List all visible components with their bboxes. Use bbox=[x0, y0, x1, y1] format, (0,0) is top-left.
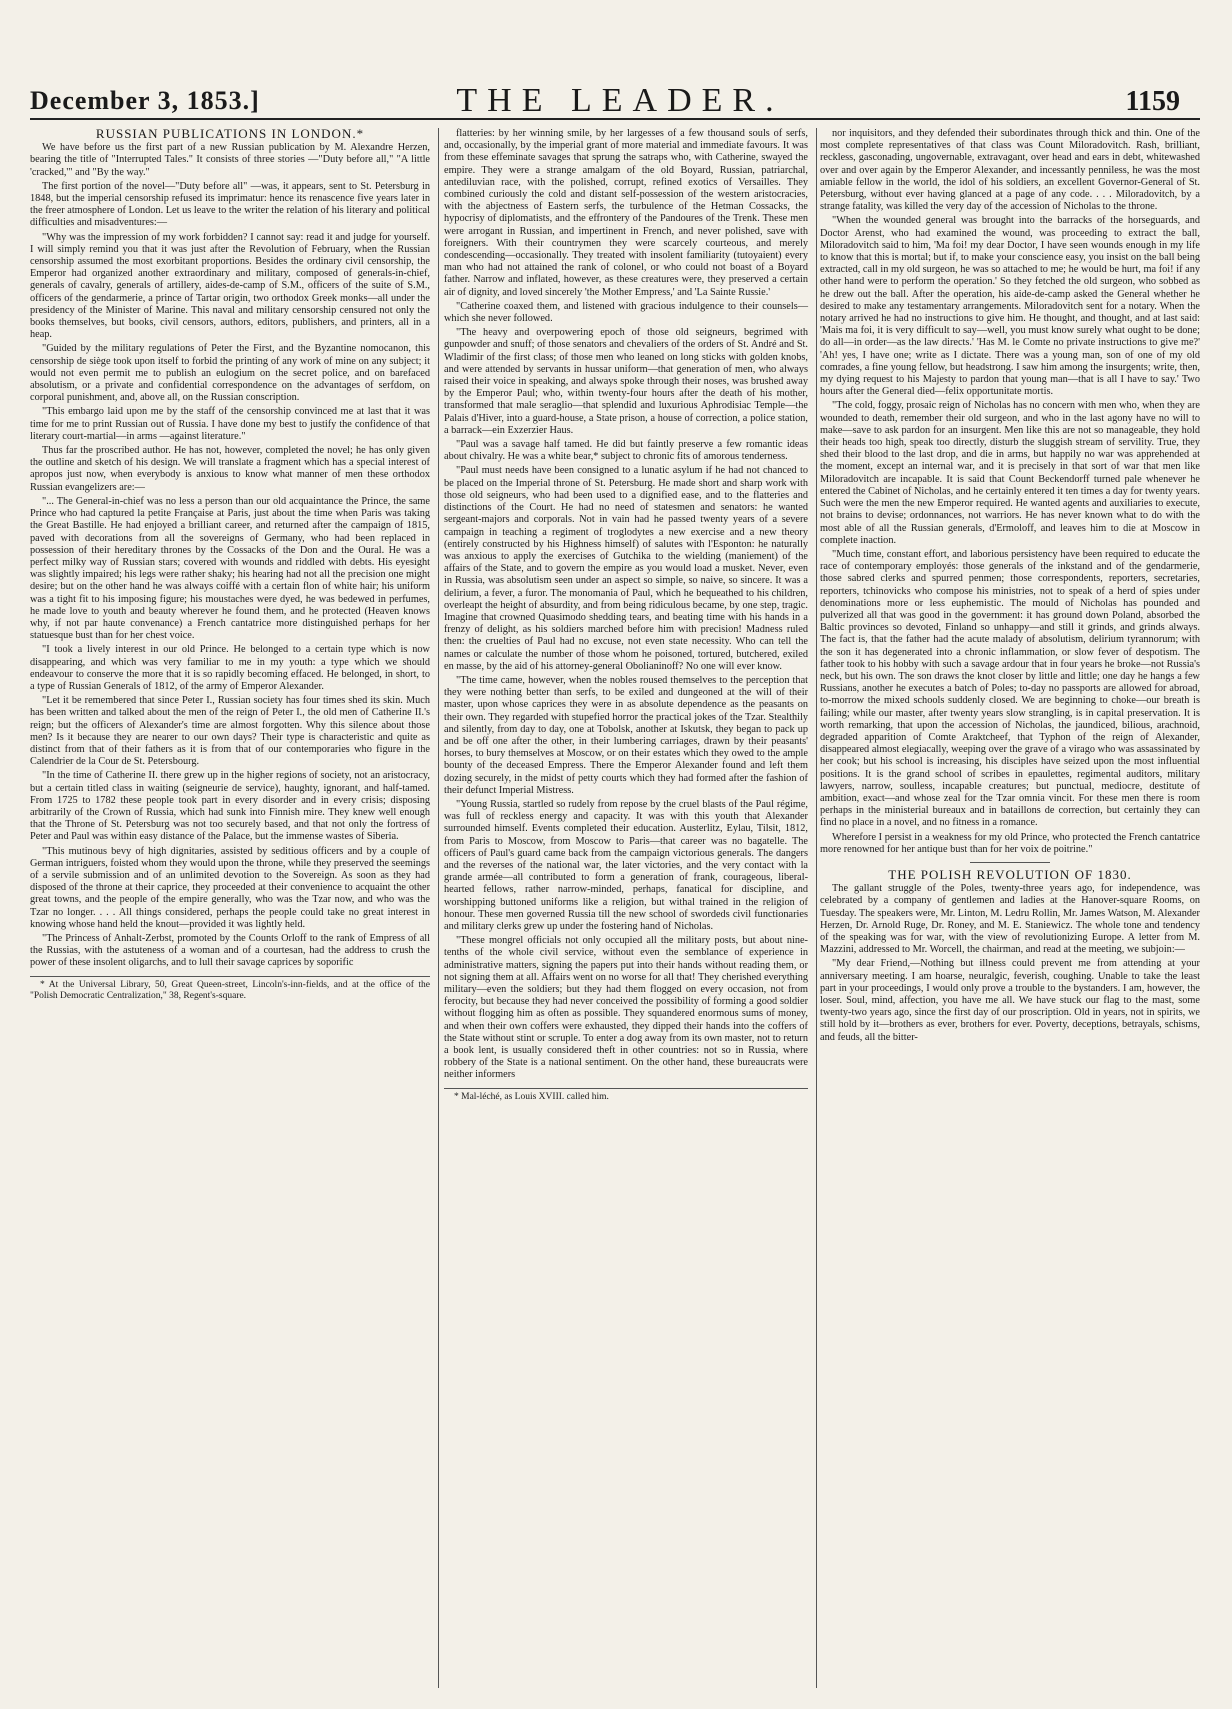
paragraph: "These mongrel officials not only occupied all the military posts, but about nine-tenths of the whole civil service, without even the semblance of experience in administrative matters, signing the papers put into their hands without reading them, or not signing them at all. Affairs went on no worse for all that! They cherished everything military—even the soldiers; but they had them flogged on every occasion, not from ferocity, but because they had never conceived the possibility of forming a good soldier without flogging him as often as possible. They squandered enormous sums of money, and when their own coffers were exhausted, they dipped their hands into the coffers of the State without stint or scruple. To enter a dog away from its own master, not to return a book lent, is usually considered theft in other countries: not so in Russia, where robbery of the State is a national sentiment. On the other hand, these bureaucrats were neither informers bbox=[444, 935, 808, 1081]
paragraph: "Paul was a savage half tamed. He did but faintly preserve a few romantic ideas about chivalry. He was a white bear,* subject to chronic fits of amorous tenderness. bbox=[444, 439, 808, 463]
masthead-rule bbox=[30, 118, 1200, 120]
footnote bbox=[30, 976, 430, 1002]
article-heading: RUSSIAN PUBLICATIONS IN LONDON.* bbox=[95, 126, 365, 141]
column-2 bbox=[444, 128, 817, 1688]
paragraph: "Why was the impression of my work forbidden? I cannot say: read it and judge for yourself. I will simply remind you that it was just after the Revolution of February, when the Russian censorship assumed the most exorbitant proportions. Besides the ordinary civil censorship, the Emperor had organized another extraordinary and military, composed of generals-in-chief, generals of cavalry, generals of artillery, aides-de-camp of S.M., officers of the suite of S.M., officers of the gendarmerie, a prince of Tartar origin, two orthodox Greek monks—all under the presidency of the Minister of Marine. This naval and military censorship censured not only the books themselves, but books, civil censors, authors, editors, publishers, and printers, all in a heap. bbox=[30, 231, 430, 341]
paragraph: "The heavy and overpowering epoch of those old seigneurs, begrimed with gunpowder and snuff; of those senators and chevaliers of the orders of St. André and St. Wladimir of the first class; of those men who leaned on long sticks with golden knobs, and were attended by servants in hussar uniform—that generation of men, who always raised their voice in speaking, and always spoke through their noses, was brushed away by the Emperor Paul; who, within twenty-four hours after the death of his mother, transformed that male seraglio—that splendid and luxurious Aphrodisiac Temple—the Palais d'Hiver, into a guard-house, a State prison, a house of correction, a police station, a barrack—ein Exzerzier Haus. bbox=[444, 327, 808, 436]
page-number: 1159 bbox=[1125, 86, 1180, 117]
footnote-text: * At the Universal Library, 50, Great Queen-street, Lincoln's-inn-fields, and at the office of the "Polish Democratic Centralization," 38, Regent's-square. bbox=[30, 979, 430, 1001]
paragraph: "Young Russia, startled so rudely from repose by the cruel blasts of the Paul régime, was full of reckless energy and capacity. It was with this youth that Alexander surrounded himself. Events completed their education. Austerlitz, Eylau, Tilsit, 1812, from Paris to Moscow, from Moscow to Paris—that career was no bagatelle. The officers of Paul's guard came back from the campaign victorious generals. The dangers and the reverses of the national war, the later victories, and the very contact with la grande armée—all contributed to form a generation of frank, courageous, liberal-hearted fellows, rather narrow-minded, perhaps, fanatical for discipline, and worshipping buttoned uniforms like a religion, but withal trained in the religion of honour. These men governed Russia till the new school of swordeds civil functionaries and military clerks grew up under the fostering hand of Nicholas. bbox=[444, 798, 808, 932]
paragraph: "... The General-in-chief was no less a person than our old acquaintance the Prince, the same Prince who had captured la petite Française at Paris, just about the time when Paris was taking the Great Bastille. He had enjoyed a brilliant career, and returned after the campaign of 1815, paved with decorations from all the sovereigns of Germany, who had been replaced in possession of their hereditary thrones by the Cossacks of the Don and the Oural. He was a perfect milky way of Russian stars; covered with wounds and riddled with debts. His eyesight was slightly impaired; his legs were rather shaky; his hearing had not all the precision one might desire; but on the other hand he was always coiffé with a certain flon of white hair; his uniform was a tight fit to his imposing figure; his moustaches were dyed, he was bedewed in perfumes, he made love to youth and beauty wherever he found them, and he protected (Heaven knows why, if not par haute convenance) a French cantatrice more distinguished perhaps for her statuesque bust than for her chest voice. bbox=[30, 495, 430, 642]
paragraph: Thus far the proscribed author. He has not, however, completed the novel; he has only given the outline and sketch of his design. We will translate a fragment which has a special interest of apropos just now, when everybody is anxious to know what manner of men these orthodox Russian evangelizers are:— bbox=[30, 445, 430, 493]
paragraph: "This embargo laid upon me by the staff of the censorship convinced me at last that it was time for me to print Russian out of Russia. I have done my best to justify the confidence of that literary court-martial—in arms —against literature." bbox=[30, 406, 430, 442]
issue-date: December 3, 1853.] bbox=[30, 86, 260, 115]
paragraph: "Much time, constant effort, and laborious persistency have been required to educate the race of contemporary employés: those generals of the inkstand and of the gendarmerie, those sabred clerks and spurred penmen; those correspondents, reporters, secretaries, reporters, tchinovicks who compose his ministries, not to speak of a herd of spies under denominations more or less euphemistic. The mould of Nicholas has pounded and pulverized all that was good in the government: it has ground down Poland, absorbed the Baltic provinces so devoted, Finland so unhappy—and still it grinds, and grinds always. The fact is, that the father had the acute malady of absolutism, delirium tyrannorum; with the son it has degenerated into a chronic inflammation, or slow fever of despotism. The father took to his hobby with such a savage ardour that in four years he broke—not Russia's neck, but his own. The son draws the knot closer by little and little; one day he hangs a few Russians, another he executes a batch of Poles; to-day no passports are allowed for abroad, to-morrow the mixed schools suddenly closed. We are beginning to choke—our breath is failing; while our master, after twenty years slow strangling, is in capital preservation. It is worth remarking, that upon the accession of Nicholas, the jaundiced, bilious, arachnoid, degraded apparition of Comte Araktcheef, that Typhon of the reign of Alexander, disappeared almost elegiacally, weeping over the grave of a virago who was assassinated by her cook; but his school is increasing, his disciples have seized upon the most influential positions. It is the grand school of scribes in epaulettes, regimental auditors, military lawyers, narrow, soulless, incapable creatures; but punctual, mediocre, destitute of ambition, exact—and whose zeal for the Tzar omnia vincit. For these men there is room perhaps in the ministerial bureaux and in bataillons de correction, but certainly they can find no place in a novel, and no fitness in a romance. bbox=[820, 548, 1200, 829]
paragraph: "The cold, foggy, prosaic reign of Nicholas has no concern with men who, when they are wounded to death, remember their old surgeon, and who in the last agony have no will to make—save to ask pardon for an insurgent. Men like this are not so manageable, they hold their heads too high, speak too directly, disturb the sluggish stream of servility. True, they shed their blood to the last drop, and die in arms, but happily no war was apprehended at the moment, except an internal war, and it is precisely in that sort of war that men like Miloradovitch are incapable. It is said that Count Beckendorff turned pale whenever he entered the Cabinet of Nicholas, and he certainly entered it ten times a day for twenty years. Such were the men the new Emperor required. He wanted agents and auxiliaries to execute, not brains to devise; ordonnances, not warriors. He has never known what to do with the most able of all the Russian generals, d'Ermoloff, and leaves him to die at Moscow in complete inaction. bbox=[820, 400, 1200, 546]
paragraph: "This mutinous bevy of high dignitaries, assisted by seditious officers and by a couple of German intriguers, foisted whom they would upon the throne, while they preserved the seemings of a servile submission and of an unlimited devotion to the Sovereign. As soon as they had disposed of the throne at their caprice, they proceeded at their convenience to acquaint the other great towns, and the people of the empire generally, who was the Tzar now, and who was the Tzar no longer. . . . All things considered, perhaps the people could take no great interest in knowing whose hand held the knout—provided it was lightly held. bbox=[30, 845, 430, 930]
article-heading: THE POLISH REVOLUTION OF 1830. bbox=[888, 866, 1132, 882]
paragraph: "Guided by the military regulations of Peter the First, and the Byzantine nomocanon, this censorship de siège took upon itself to forbid the printing of any work of mine on any subject; it would not even permit me to publish an eulogium on the secret police, and on barefaced absolutism, or a private and confidential correspondence on the advantages of serfdom, on corporal punishment, and, above all, on the Russian conscription. bbox=[30, 343, 430, 404]
footnote-text: * Mal-léché, as Louis XVIII. called him. bbox=[454, 1091, 609, 1102]
column-3 bbox=[820, 128, 1200, 1688]
paragraph: flatteries: by her winning smile, by her largesses of a few thousand souls of serfs, and, occasionally, by the imperial grant of more material and immediate favours. It was from these effeminate savages that sprung the satraps who, with Catherine, swayed the empire. They were a strange amalgam of the old Boyard, Russian, patriarchal, antediluvian race, with the polished, corrupt, refined exotics of Versailles. They combined curiously the cold and distant self-possession of the western aristocracies, with the abjectness of Eastern serfs, the turbulence of the Hetman Cossacks, the hypocrisy of diplomatists, and the effrontery of the Pandoures of the Trenk. These men were arrogant in Russian, and impertinent in French, and never polished, save with foreigners. With their countrymen they were scarcely courteous, and merely condescending—occasionally. They treated with insolent familiarity (tutoyaient) every man who had not attained the rank of colonel, or who could not boast of a Boyard father. Narrow and inflated, however, as these creatures were, they preserved a certain air of dignity, and loved sincerely 'the Mother Empress,' and 'La Sainte Russie.' bbox=[444, 128, 808, 298]
column-1 bbox=[30, 128, 439, 1688]
paragraph: "Paul must needs have been consigned to a lunatic asylum if he had not chanced to be placed on the Imperial throne of St. Petersburg. He made short and sharp work with those old seigneurs, who had been used to a dignified ease, and to the flatteries and distinctions of the Court. He had no need of statesmen and senators: he wanted sergeant-majors and corporals. Not in vain had he passed twenty years of a severe campaign in teaching a regiment of troglodytes a new exercise and a new theory (entirely constructed by his Highness himself) of salutes with l'Esponton: he naturally was anxious to apply the exercises of Gutchika to the wielding (maniement) of the affairs of the State, and to govern the empire as you would load a musket. Never, even in Russia, was absolutism seen under an aspect so simple, so naive, so sincere. It was a delirium, a fever, a furor. The monomania of Paul, which he bequeathed to his children, overleapt the height of absurdity, and from being ridiculous became, by one step, tragic. Imagine that crowned Quasimodo shedding tears, and beating time with his hands in a frenzy of delight, as his soldiers marched before him with precision! Madness ruled then: the cruelties of Paul had no excuse, not even state necessity. Who can tell the names or calculate the number of those whom he poisoned, tortured, butchered, exiled en masse, by the aid of his attorney-general Obolianinoff? No one will ever know. bbox=[444, 465, 808, 672]
paragraph: Wherefore I persist in a weakness for my old Prince, who protected the French cantatrice more renowned for her antique bust than for her voix de poitrine." bbox=[820, 831, 1200, 855]
section-divider bbox=[970, 862, 1050, 863]
paragraph: "The Princess of Anhalt-Zerbst, promoted by the Counts Orloff to the rank of Empress of all the Russias, with the astuteness of a woman and of a courtesan, had the address to crush the power of these insolent oligarchs, and to lull their savage caprices by soporific bbox=[30, 933, 430, 969]
paragraph: "My dear Friend,—Nothing but illness could prevent me from attending at your anniversary meeting. I am hoarse, neuralgic, feverish, coughing. Unable to take the least part in your proceedings, I would only prove a trouble to the bystanders. I am, however, the loser. Soul, mind, affection, you have me all. We have stuck our flag to the mast, some twenty-two years ago, since the first day of our proscription. Old in years, not in spirits, we still hold by it—brothers as ever, brothers for ever. Poverty, deceptions, betrayals, schisms, and feuds, all the bitter- bbox=[820, 958, 1200, 1043]
paragraph: "In the time of Catherine II. there grew up in the higher regions of society, not an aristocracy, but a certain titled class in waiting (seigneurie de service), haughty, ignorant, and half-tamed. From 1725 to 1782 these people took part in every disorder and in every crisis; disposing arbitrarily of the Crown of Russia, which had sunk into Finnish mire. They knew well enough that the Throne of St. Petersburg was not too securely based, and that not only the fortress of Peter and Paul was within easy distance of the Palace, but the immense wastes of Siberia. bbox=[30, 770, 430, 843]
paragraph: "I took a lively interest in our old Prince. He belonged to a certain type which is now disappearing, and which was very familiar to me in my youth: a type which we should endeavour to conserve the more that it is so rapidly becoming effaced. He belonged, in short, to a type of Russian Generals of 1812, of the army of Emperor Alexander. bbox=[30, 644, 430, 692]
paragraph: The first portion of the novel—"Duty before all" —was, it appears, sent to St. Petersburg in 1848, but the imperial censorship refused its imprimatur: hence its renascence five years later in the freer atmosphere of London. Let us leave to the writer the relation of his literary and political difficulties and misadventures:— bbox=[30, 180, 430, 229]
paragraph: We have before us the first part of a new Russian publication by M. Alexandre Herzen, bearing the title of "Interrupted Tales." It consists of three stories —"Duty before all," "A little 'cracked,'" and "By the way." bbox=[30, 142, 430, 178]
newspaper-title: THE LEADER. bbox=[456, 82, 784, 119]
paragraph: "The time came, however, when the nobles roused themselves to the perception that they were nothing better than serfs, to be exiled and dungeoned at the will of their master, upon whose caprices they were in as absolute dependence as the peasants on their own. They regarded with stupefied horror the practical jokes of the Tzar. Stealthily and silently, from day to day, one at Tobolsk, another at Iskutsk, they began to pack up and be off one after the other, in their lumbering carriages, drawn by their peasants' horses, to bury themselves at Moscow, or on their estates which they owed to the ample bounty of the deceased Empress. There the Emperor Alexander found and left them dozing securely, in the midst of petty courts which they had formed after the fashion of their defunct Imperial Mistress. bbox=[444, 674, 808, 796]
paragraph: nor inquisitors, and they defended their subordinates through thick and thin. One of the most complete representatives of that class was Count Miloradovitch. Rash, brilliant, reckless, gasconading, ungovernable, extravagant, over head and ears in debt, whitewashed over and over again by the Emperor Alexander, and incessantly penniless, he was the most amiable fellow in the world, the idol of his soldiers, an excellent Governor-General of St. Petersburg, without ever having glanced at a page of any code. . . . Miloradovitch, by a strange fatality, was killed the very day of the accession of Nicholas to the throne. bbox=[820, 128, 1200, 213]
paragraph: The gallant struggle of the Poles, twenty-three years ago, for independence, was celebrated by a company of gentlemen and ladies at the Hanover-square Rooms, on Tuesday. The speakers were, Mr. Linton, M. Ledru Rollin, Mr. James Watson, M. Alexander Herzen, Dr. Arnold Ruge, Dr. Roney, and M. E. Staniewicz. The whole tone and tendency of the speaking was for war, with the view of revolutionizing Europe. A letter from M. Mazzini, addressed to Mr. Worcell, the chairman, and read at the meeting, we subjoin:— bbox=[820, 883, 1200, 956]
paragraph: "When the wounded general was brought into the barracks of the horseguards, and Doctor Arenst, who had examined the wound, was proceeding to extract the ball, Miloradovitch said to him, 'Ma foi! my dear Doctor, I have seen wounds enough in my life to know that this is mortal; but if, to make your conscience easy, you insist on the ball being extracted, call in my old surgeon, he was so attached to me; he would be hurt, ma foi! if any other hand were to perform the operation.' So they fetched the old surgeon, who sobbed as he drew out the ball. After the operation, his aide-de-camp asked the General whether he desired to make any testamentary arrangements. Miloradovitch sent for a notary. When the notary arrived he had no instructions to give him. He thought, and thought, and at last said: 'Mais ma foi, it is very difficult to say—well, you must know surely what ought to be done; do all—in order—as the law directs.' 'Has M. le Comte no private instructions to give me?' 'Ah! yes, I have one; write as I dictate. There was a young man, son of one of my old comrades, a fine young fellow, but headstrong. I saw him among the insurgents; write, then, my dying request to his Majesty to pardon that young man—that is all I have to say.' Two hours after the General died—felix opportunitate mortis. bbox=[820, 215, 1200, 398]
paragraph: "Let it be remembered that since Peter I., Russian society has four times shed its skin. Much has been written and talked about the men of the reign of Peter I., the old men of Catherine II.'s reign; but the officers of Alexander's time are almost forgotten. Why this silence about those men? Is it because they are nearer to our own days? Their type is characteristic and quite as distinct from that of their fathers as it is from that of our contemporaries who figure in the Calendrier de la Cour de St. Petersbourg. bbox=[30, 695, 430, 768]
footnote bbox=[444, 1088, 808, 1103]
paragraph: "Catherine coaxed them, and listened with gracious indulgence to their counsels—which she never followed. bbox=[444, 300, 808, 325]
